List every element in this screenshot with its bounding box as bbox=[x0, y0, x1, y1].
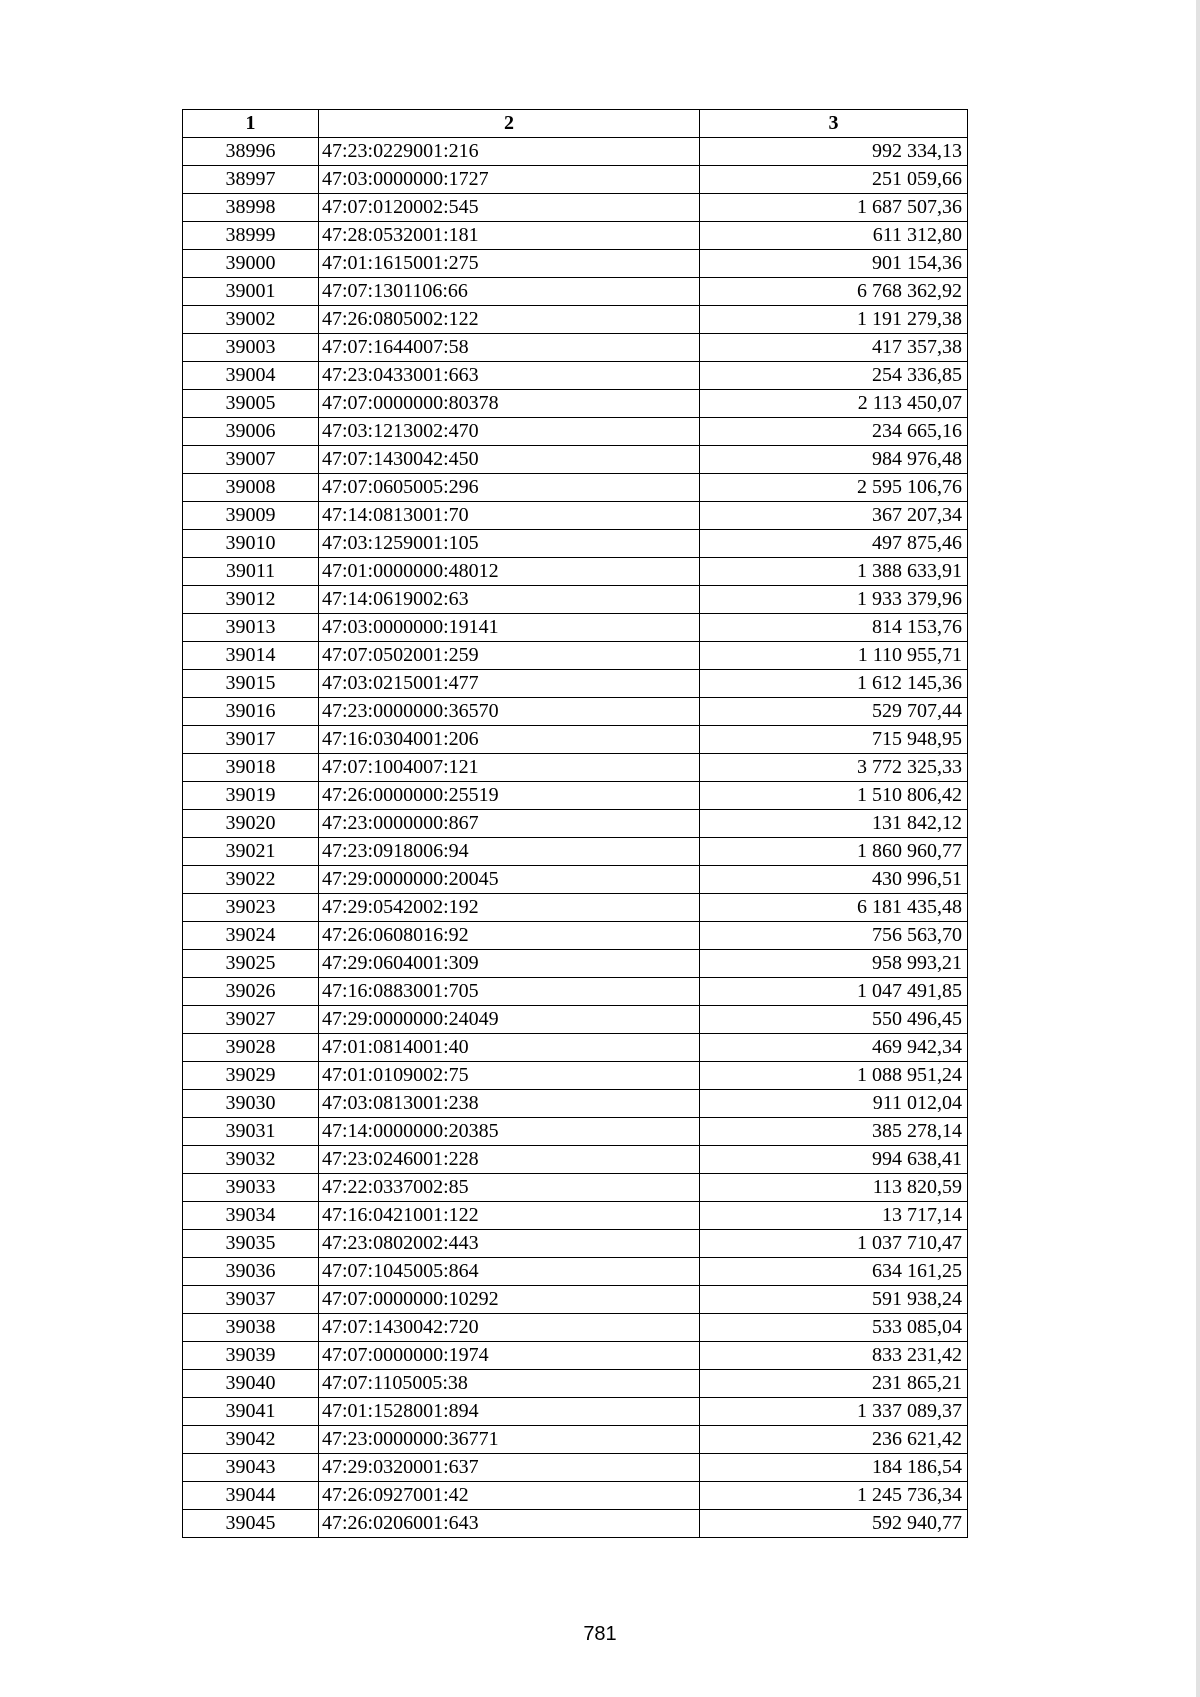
row-number-cell: 39040 bbox=[183, 1370, 319, 1398]
cadastral-number-cell: 47:01:0109002:75 bbox=[319, 1062, 700, 1090]
row-number-cell: 39023 bbox=[183, 894, 319, 922]
cadastral-number-cell: 47:23:0246001:228 bbox=[319, 1146, 700, 1174]
table-row bbox=[183, 1230, 968, 1258]
row-number-cell: 39029 bbox=[183, 1062, 319, 1090]
value-cell: 1 933 379,96 bbox=[700, 586, 968, 614]
table-row bbox=[183, 1258, 968, 1286]
table-row bbox=[183, 782, 968, 810]
table-row bbox=[183, 1482, 968, 1510]
table-row bbox=[183, 1510, 968, 1538]
table-row bbox=[183, 1370, 968, 1398]
row-number-cell: 39016 bbox=[183, 698, 319, 726]
row-number-cell: 39017 bbox=[183, 726, 319, 754]
row-number-cell: 39022 bbox=[183, 866, 319, 894]
row-number-cell: 39010 bbox=[183, 530, 319, 558]
table-row bbox=[183, 1090, 968, 1118]
value-cell: 591 938,24 bbox=[700, 1286, 968, 1314]
table-row bbox=[183, 1398, 968, 1426]
cadastral-number-cell: 47:03:1259001:105 bbox=[319, 530, 700, 558]
cadastral-number-cell: 47:29:0604001:309 bbox=[319, 950, 700, 978]
row-number-cell: 38997 bbox=[183, 166, 319, 194]
value-cell: 417 357,38 bbox=[700, 334, 968, 362]
row-number-cell: 39013 bbox=[183, 614, 319, 642]
value-cell: 1 191 279,38 bbox=[700, 306, 968, 334]
column-header-1: 1 bbox=[183, 110, 319, 138]
table-row bbox=[183, 614, 968, 642]
cadastral-number-cell: 47:03:0215001:477 bbox=[319, 670, 700, 698]
table-row bbox=[183, 1034, 968, 1062]
cadastral-number-cell: 47:07:1004007:121 bbox=[319, 754, 700, 782]
table-body bbox=[183, 138, 968, 1538]
value-cell: 2 595 106,76 bbox=[700, 474, 968, 502]
table-row bbox=[183, 922, 968, 950]
value-cell: 2 113 450,07 bbox=[700, 390, 968, 418]
row-number-cell: 39035 bbox=[183, 1230, 319, 1258]
row-number-cell: 39038 bbox=[183, 1314, 319, 1342]
table-row bbox=[183, 166, 968, 194]
value-cell: 1 037 710,47 bbox=[700, 1230, 968, 1258]
row-number-cell: 39001 bbox=[183, 278, 319, 306]
table-row bbox=[183, 810, 968, 838]
row-number-cell: 38996 bbox=[183, 138, 319, 166]
table-row bbox=[183, 1286, 968, 1314]
value-cell: 254 336,85 bbox=[700, 362, 968, 390]
table-row bbox=[183, 530, 968, 558]
table-row bbox=[183, 1006, 968, 1034]
cadastral-number-cell: 47:23:0802002:443 bbox=[319, 1230, 700, 1258]
value-cell: 992 334,13 bbox=[700, 138, 968, 166]
cadastral-number-cell: 47:01:1528001:894 bbox=[319, 1398, 700, 1426]
cadastral-number-cell: 47:03:0813001:238 bbox=[319, 1090, 700, 1118]
value-cell: 1 088 951,24 bbox=[700, 1062, 968, 1090]
value-cell: 901 154,36 bbox=[700, 250, 968, 278]
row-number-cell: 39044 bbox=[183, 1482, 319, 1510]
value-cell: 1 612 145,36 bbox=[700, 670, 968, 698]
value-cell: 1 245 736,34 bbox=[700, 1482, 968, 1510]
table-row bbox=[183, 586, 968, 614]
table-row bbox=[183, 278, 968, 306]
value-cell: 1 687 507,36 bbox=[700, 194, 968, 222]
row-number-cell: 39019 bbox=[183, 782, 319, 810]
value-cell: 911 012,04 bbox=[700, 1090, 968, 1118]
cadastral-number-cell: 47:23:0433001:663 bbox=[319, 362, 700, 390]
row-number-cell: 39006 bbox=[183, 418, 319, 446]
cadastral-number-cell: 47:29:0542002:192 bbox=[319, 894, 700, 922]
row-number-cell: 39031 bbox=[183, 1118, 319, 1146]
value-cell: 1 110 955,71 bbox=[700, 642, 968, 670]
table-row bbox=[183, 726, 968, 754]
table-row bbox=[183, 250, 968, 278]
cadastral-number-cell: 47:07:0605005:296 bbox=[319, 474, 700, 502]
value-cell: 958 993,21 bbox=[700, 950, 968, 978]
table-row bbox=[183, 838, 968, 866]
header-row bbox=[183, 110, 968, 138]
cadastral-number-cell: 47:26:0608016:92 bbox=[319, 922, 700, 950]
cadastral-number-cell: 47:07:0502001:259 bbox=[319, 642, 700, 670]
cadastral-number-cell: 47:07:1045005:864 bbox=[319, 1258, 700, 1286]
row-number-cell: 39012 bbox=[183, 586, 319, 614]
cadastral-number-cell: 47:22:0337002:85 bbox=[319, 1174, 700, 1202]
cadastral-number-cell: 47:16:0883001:705 bbox=[319, 978, 700, 1006]
row-number-cell: 39041 bbox=[183, 1398, 319, 1426]
value-cell: 497 875,46 bbox=[700, 530, 968, 558]
row-number-cell: 39027 bbox=[183, 1006, 319, 1034]
cadastral-number-cell: 47:07:1105005:38 bbox=[319, 1370, 700, 1398]
table-row bbox=[183, 754, 968, 782]
row-number-cell: 39021 bbox=[183, 838, 319, 866]
cadastral-number-cell: 47:26:0927001:42 bbox=[319, 1482, 700, 1510]
value-cell: 231 865,21 bbox=[700, 1370, 968, 1398]
value-cell: 367 207,34 bbox=[700, 502, 968, 530]
table-row bbox=[183, 866, 968, 894]
table-row bbox=[183, 390, 968, 418]
cadastral-number-cell: 47:07:0120002:545 bbox=[319, 194, 700, 222]
row-number-cell: 39043 bbox=[183, 1454, 319, 1482]
value-cell: 184 186,54 bbox=[700, 1454, 968, 1482]
cadastral-number-cell: 47:29:0000000:24049 bbox=[319, 1006, 700, 1034]
value-cell: 1 860 960,77 bbox=[700, 838, 968, 866]
value-cell: 3 772 325,33 bbox=[700, 754, 968, 782]
row-number-cell: 39018 bbox=[183, 754, 319, 782]
value-cell: 1 510 806,42 bbox=[700, 782, 968, 810]
table-row bbox=[183, 222, 968, 250]
cadastral-number-cell: 47:23:0000000:36771 bbox=[319, 1426, 700, 1454]
row-number-cell: 39003 bbox=[183, 334, 319, 362]
table-row bbox=[183, 1174, 968, 1202]
table-row bbox=[183, 1426, 968, 1454]
row-number-cell: 39036 bbox=[183, 1258, 319, 1286]
column-header-2: 2 bbox=[319, 110, 700, 138]
row-number-cell: 39020 bbox=[183, 810, 319, 838]
cadastral-number-cell: 47:03:0000000:1727 bbox=[319, 166, 700, 194]
row-number-cell: 39000 bbox=[183, 250, 319, 278]
row-number-cell: 39039 bbox=[183, 1342, 319, 1370]
value-cell: 430 996,51 bbox=[700, 866, 968, 894]
table-row bbox=[183, 1062, 968, 1090]
value-cell: 469 942,34 bbox=[700, 1034, 968, 1062]
cadastral-number-cell: 47:23:0000000:36570 bbox=[319, 698, 700, 726]
cadastral-number-cell: 47:01:0814001:40 bbox=[319, 1034, 700, 1062]
table-row bbox=[183, 334, 968, 362]
row-number-cell: 38999 bbox=[183, 222, 319, 250]
value-cell: 994 638,41 bbox=[700, 1146, 968, 1174]
table-row bbox=[183, 1314, 968, 1342]
row-number-cell: 38998 bbox=[183, 194, 319, 222]
value-cell: 6 181 435,48 bbox=[700, 894, 968, 922]
value-cell: 634 161,25 bbox=[700, 1258, 968, 1286]
table-row bbox=[183, 1146, 968, 1174]
cadastral-number-cell: 47:29:0000000:20045 bbox=[319, 866, 700, 894]
cadastral-number-cell: 47:01:1615001:275 bbox=[319, 250, 700, 278]
table-row bbox=[183, 362, 968, 390]
table-header bbox=[183, 110, 968, 138]
cadastral-number-cell: 47:14:0000000:20385 bbox=[319, 1118, 700, 1146]
table-row bbox=[183, 698, 968, 726]
value-cell: 236 621,42 bbox=[700, 1426, 968, 1454]
cadastral-number-cell: 47:23:0229001:216 bbox=[319, 138, 700, 166]
cadastral-number-cell: 47:07:1430042:450 bbox=[319, 446, 700, 474]
value-cell: 1 047 491,85 bbox=[700, 978, 968, 1006]
row-number-cell: 39004 bbox=[183, 362, 319, 390]
table-row bbox=[183, 642, 968, 670]
row-number-cell: 39045 bbox=[183, 1510, 319, 1538]
row-number-cell: 39008 bbox=[183, 474, 319, 502]
row-number-cell: 39032 bbox=[183, 1146, 319, 1174]
table-row bbox=[183, 558, 968, 586]
table-row bbox=[183, 306, 968, 334]
row-number-cell: 39034 bbox=[183, 1202, 319, 1230]
cadastral-number-cell: 47:07:1301106:66 bbox=[319, 278, 700, 306]
column-header-3: 3 bbox=[700, 110, 968, 138]
cadastral-number-cell: 47:29:0320001:637 bbox=[319, 1454, 700, 1482]
row-number-cell: 39005 bbox=[183, 390, 319, 418]
table-row bbox=[183, 446, 968, 474]
row-number-cell: 39002 bbox=[183, 306, 319, 334]
value-cell: 113 820,59 bbox=[700, 1174, 968, 1202]
row-number-cell: 39026 bbox=[183, 978, 319, 1006]
page-number: 781 bbox=[583, 1623, 617, 1645]
value-cell: 251 059,66 bbox=[700, 166, 968, 194]
cadastral-number-cell: 47:01:0000000:48012 bbox=[319, 558, 700, 586]
table-row bbox=[183, 978, 968, 1006]
value-cell: 611 312,80 bbox=[700, 222, 968, 250]
cadastral-number-cell: 47:26:0000000:25519 bbox=[319, 782, 700, 810]
value-cell: 131 842,12 bbox=[700, 810, 968, 838]
row-number-cell: 39011 bbox=[183, 558, 319, 586]
table-row bbox=[183, 950, 968, 978]
value-cell: 6 768 362,92 bbox=[700, 278, 968, 306]
row-number-cell: 39014 bbox=[183, 642, 319, 670]
value-cell: 13 717,14 bbox=[700, 1202, 968, 1230]
cadastral-number-cell: 47:26:0206001:643 bbox=[319, 1510, 700, 1538]
row-number-cell: 39025 bbox=[183, 950, 319, 978]
cadastral-number-cell: 47:03:1213002:470 bbox=[319, 418, 700, 446]
value-cell: 756 563,70 bbox=[700, 922, 968, 950]
value-cell: 1 388 633,91 bbox=[700, 558, 968, 586]
cadastral-value-table bbox=[182, 109, 968, 1538]
cadastral-number-cell: 47:07:1644007:58 bbox=[319, 334, 700, 362]
cadastral-number-cell: 47:07:0000000:80378 bbox=[319, 390, 700, 418]
value-cell: 833 231,42 bbox=[700, 1342, 968, 1370]
cadastral-number-cell: 47:14:0813001:70 bbox=[319, 502, 700, 530]
row-number-cell: 39030 bbox=[183, 1090, 319, 1118]
value-cell: 550 496,45 bbox=[700, 1006, 968, 1034]
row-number-cell: 39042 bbox=[183, 1426, 319, 1454]
table-row bbox=[183, 138, 968, 166]
row-number-cell: 39007 bbox=[183, 446, 319, 474]
value-cell: 814 153,76 bbox=[700, 614, 968, 642]
value-cell: 984 976,48 bbox=[700, 446, 968, 474]
table-row bbox=[183, 1202, 968, 1230]
table-row bbox=[183, 1118, 968, 1146]
value-cell: 234 665,16 bbox=[700, 418, 968, 446]
cadastral-number-cell: 47:26:0805002:122 bbox=[319, 306, 700, 334]
cadastral-number-cell: 47:07:0000000:10292 bbox=[319, 1286, 700, 1314]
cadastral-number-cell: 47:23:0000000:867 bbox=[319, 810, 700, 838]
table-row bbox=[183, 194, 968, 222]
cadastral-number-cell: 47:16:0304001:206 bbox=[319, 726, 700, 754]
cadastral-number-cell: 47:23:0918006:94 bbox=[319, 838, 700, 866]
cadastral-number-cell: 47:28:0532001:181 bbox=[319, 222, 700, 250]
table-row bbox=[183, 474, 968, 502]
cadastral-number-cell: 47:16:0421001:122 bbox=[319, 1202, 700, 1230]
table-row bbox=[183, 502, 968, 530]
value-cell: 592 940,77 bbox=[700, 1510, 968, 1538]
value-cell: 715 948,95 bbox=[700, 726, 968, 754]
cadastral-number-cell: 47:07:1430042:720 bbox=[319, 1314, 700, 1342]
cadastral-number-cell: 47:07:0000000:1974 bbox=[319, 1342, 700, 1370]
row-number-cell: 39015 bbox=[183, 670, 319, 698]
value-cell: 533 085,04 bbox=[700, 1314, 968, 1342]
cadastral-number-cell: 47:03:0000000:19141 bbox=[319, 614, 700, 642]
page-edge bbox=[1196, 0, 1200, 1697]
table-row bbox=[183, 670, 968, 698]
row-number-cell: 39037 bbox=[183, 1286, 319, 1314]
table-row bbox=[183, 1342, 968, 1370]
value-cell: 385 278,14 bbox=[700, 1118, 968, 1146]
table-row bbox=[183, 894, 968, 922]
row-number-cell: 39033 bbox=[183, 1174, 319, 1202]
row-number-cell: 39009 bbox=[183, 502, 319, 530]
table-row bbox=[183, 1454, 968, 1482]
row-number-cell: 39024 bbox=[183, 922, 319, 950]
value-cell: 1 337 089,37 bbox=[700, 1398, 968, 1426]
row-number-cell: 39028 bbox=[183, 1034, 319, 1062]
value-cell: 529 707,44 bbox=[700, 698, 968, 726]
cadastral-number-cell: 47:14:0619002:63 bbox=[319, 586, 700, 614]
table-row bbox=[183, 418, 968, 446]
